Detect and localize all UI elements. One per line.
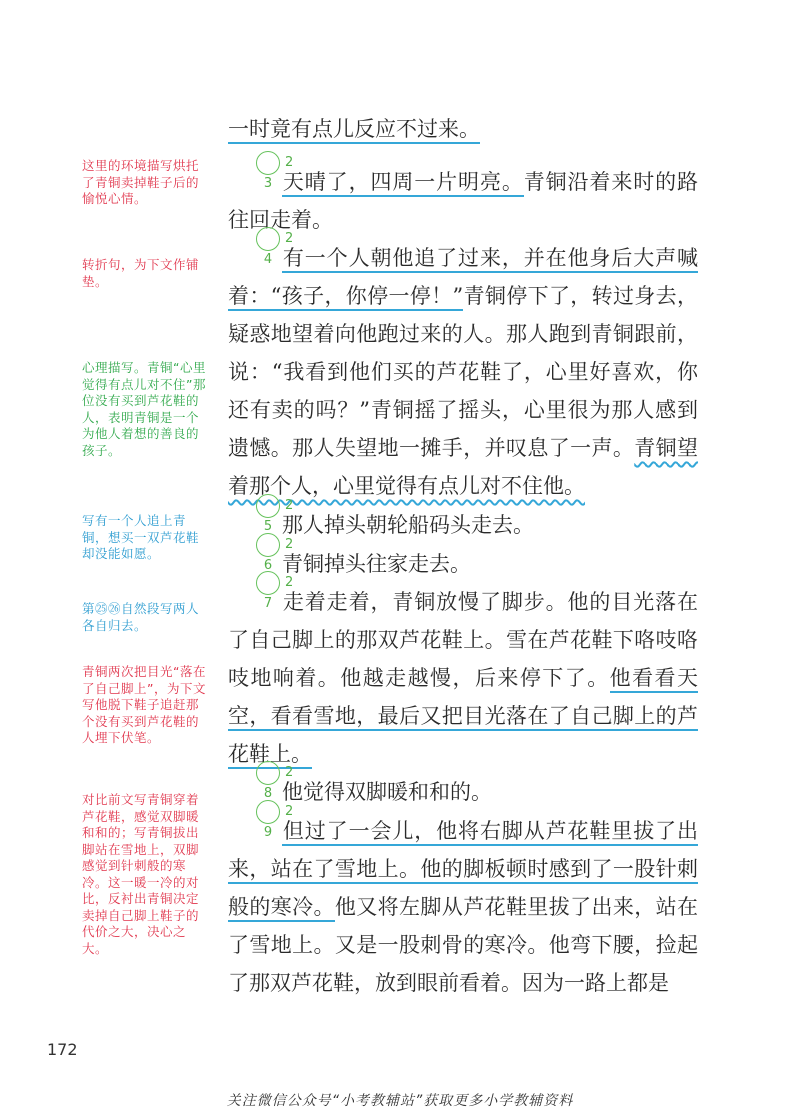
paragraph-number-28: 28: [256, 761, 280, 785]
paragraph-29: [228, 800, 698, 1002]
paragraph-text: 那人掉头朝轮船码头走去。: [282, 513, 534, 537]
margin-note-contrast: 对比前文写青铜穿着芦花鞋，感觉双脚暖和和的；写青铜拔出脚站在雪地上，双脚感觉到针刺般的寒冷。这一暖一冷的对比，反衬出青铜决定卖掉自己脚上鞋子的代价之大，决心之大。: [82, 792, 200, 956]
page-number: 172: [47, 1040, 78, 1059]
paragraph-text: 青铜掉头往家走去。: [282, 552, 471, 576]
paragraph-27: [228, 571, 698, 773]
paragraph-number-25: 25: [256, 494, 280, 518]
underlined-sentence: 有一个人朝他追了过来，并在他身后大声喊着：“孩子，你停一停！”: [228, 246, 698, 311]
underlined-sentence: 但过了一会儿，他将右脚从芦花鞋里拔了出来，站在了雪地上。他的脚板顿时感到了一股针刺般的寒冷。: [228, 819, 698, 922]
footer-watermark-text: 关注微信公众号“小考教辅站”获取更多小学教辅资料: [226, 1093, 574, 1109]
paragraph-text: 青铜沿着来时的路往回走着。: [228, 170, 699, 232]
margin-note-transition: 转折句，为下文作铺垫。: [82, 257, 200, 289]
underlined-sentence: 他看看天空，看看雪地，最后又把目光落在了自己脚上的芦花鞋上。: [228, 666, 698, 769]
margin-note-chase: 写有一个人追上青铜，想买一双芦花鞋却没能如愿。: [82, 513, 200, 561]
paragraph-text: 他又将左脚从芦花鞋里拔了出来，站在了雪地上。又是一股刺骨的寒冷。他弯下腰，捡起了那双芦花鞋，放到眼前看着。因为一路上都是: [228, 895, 698, 995]
paragraph-number-29: 29: [256, 800, 280, 824]
paragraph-22-end: [228, 110, 698, 148]
paragraph-number-23: 23: [256, 151, 280, 175]
margin-note-environment: 这里的环境描写烘托了青铜卖掉鞋子后的愉悦心情。: [82, 158, 200, 206]
paragraph-number-27: 27: [256, 571, 280, 595]
paragraph-number-26: 26: [256, 533, 280, 557]
paragraph-text: 走着走着，青铜放慢了脚步。他的目光落在了自己脚上的那双芦花鞋上。雪在芦花鞋下咯吱咯吱地响着。他越走越慢，后来停下了。: [228, 590, 698, 690]
margin-note-return: 第㉕㉖自然段写两人各自归去。: [82, 601, 200, 633]
underlined-sentence: 天晴了，四周一片明亮。: [282, 170, 524, 197]
paragraph-23: [228, 151, 698, 239]
margin-note-psychology: 心理描写。青铜“心里觉得有点儿对不住”那位没有买到芦花鞋的人，表明青铜是一个为他人着想的善良的孩子。: [82, 360, 206, 458]
paragraph-text: 他觉得双脚暖和和的。: [282, 780, 492, 804]
paragraph-24: [228, 227, 698, 505]
paragraph-number-24: 24: [256, 227, 280, 251]
underlined-sentence: 一时竟有点儿反应不过来。: [228, 117, 480, 144]
wavy-underlined-sentence: 青铜望着那个人，心里觉得有点儿对不住他。: [228, 436, 699, 498]
margin-note-foreshadow: 青铜两次把目光“落在了自己脚上”，为下文写他脱下鞋子追赶那个没有买到芦花鞋的人埋下伏笔。: [82, 664, 206, 745]
paragraph-text: 青铜停下了，转过身去，疑惑地望着向他跑过来的人。那人跑到青铜跟前，说：“我看到他们买的芦花鞋了，心里好喜欢，你还有卖的吗？”青铜摇了摇头，心里很为那人感到遗憾。那人失望地一摊手，并叹息了一声。: [228, 284, 698, 460]
